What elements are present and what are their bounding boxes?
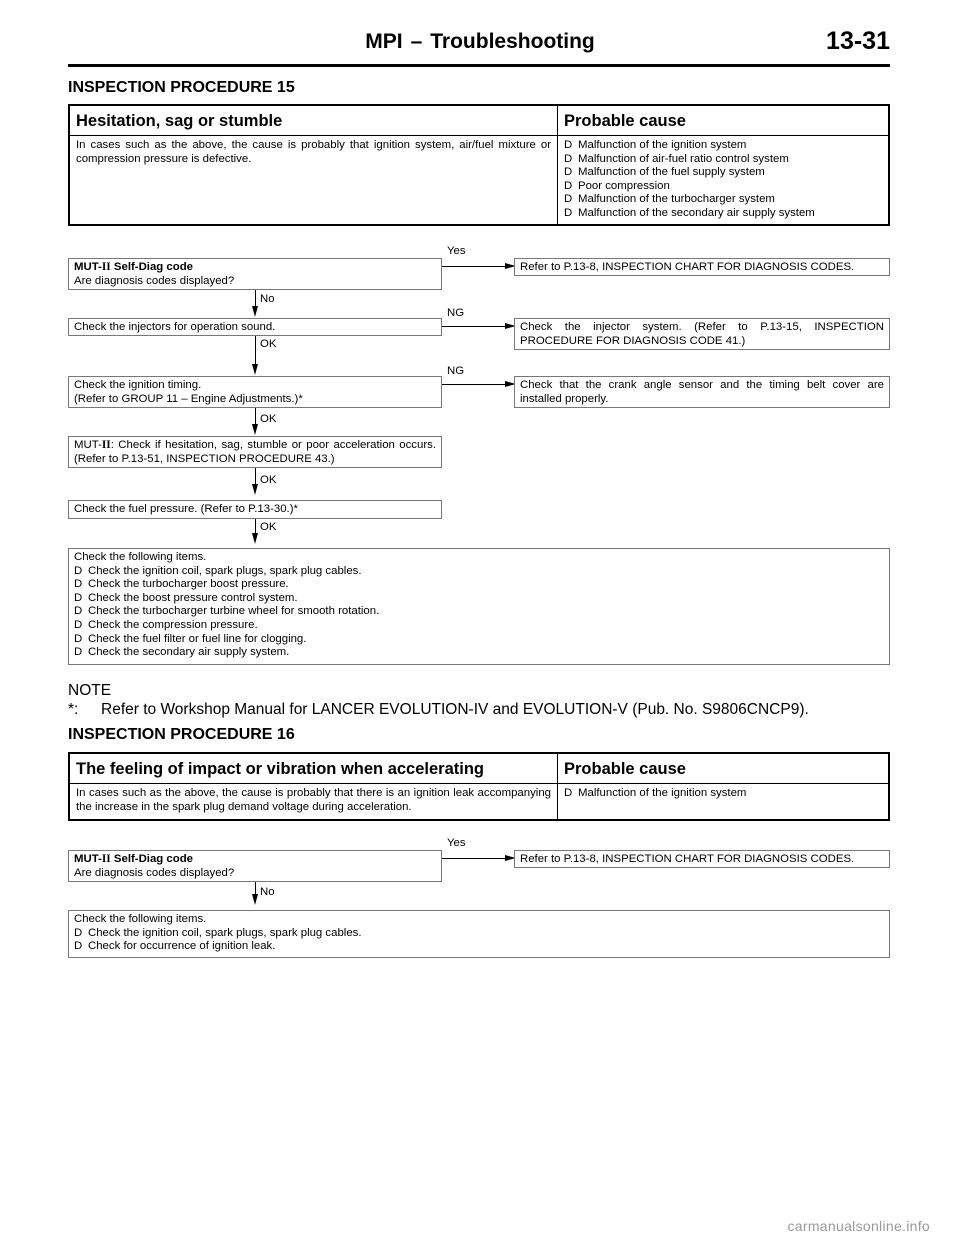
ignition-timing-box xyxy=(68,376,442,408)
final-checks-list xyxy=(74,927,884,954)
final-checks-list xyxy=(74,565,884,660)
arrow-down-icon xyxy=(252,424,258,435)
mut-roman: II xyxy=(101,439,111,451)
list-item: D Check the fuel filter or fuel line for clogging. xyxy=(74,633,884,647)
injector-ng-action-box: Check the injector system. (Refer to P.13-15, INSPECTION PROCEDURE FOR DIAGNOSIS CODE 41.) xyxy=(514,318,890,350)
self-diag-question: Are diagnosis codes displayed? xyxy=(74,274,235,287)
list-item: D Check the secondary air supply system. xyxy=(74,646,884,660)
arrow-down-icon xyxy=(252,364,258,375)
list-item: D Malfunction of the fuel supply system xyxy=(564,166,882,180)
list-item: D Malfunction of the ignition system xyxy=(564,139,882,153)
flow-connector xyxy=(442,266,507,267)
list-item: D Malfunction of the ignition system xyxy=(564,787,882,801)
arrow-down-icon xyxy=(252,306,258,317)
no-label: No xyxy=(260,293,275,305)
arrow-down-icon xyxy=(252,894,258,905)
list-item: D Check the compression pressure. xyxy=(74,619,884,633)
note-block xyxy=(68,681,809,719)
flow-connector xyxy=(255,336,256,366)
page-number: 13-31 xyxy=(826,27,890,55)
arrow-down-icon xyxy=(252,484,258,495)
mut-prefix: MUT- xyxy=(74,439,102,451)
procedure-15-heading: INSPECTION PROCEDURE 15 xyxy=(68,79,295,96)
yes-action-box: Refer to P.13-8, INSPECTION CHART FOR DIAGNOSIS CODES. xyxy=(514,850,890,868)
ignition-timing-line2: (Refer to GROUP 11 – Engine Adjustments.)* xyxy=(74,392,303,405)
probable-cause-list xyxy=(564,787,882,801)
ok-label: OK xyxy=(260,413,277,425)
yes-action-box: Refer to P.13-8, INSPECTION CHART FOR DIAGNOSIS CODES. xyxy=(514,258,890,276)
page-header-title xyxy=(300,30,660,54)
header-title-left: MPI xyxy=(365,30,403,53)
ok-label: OK xyxy=(260,338,277,350)
list-item: D Malfunction of the secondary air supply system xyxy=(564,207,882,221)
final-checks-box xyxy=(68,910,890,958)
list-item: D Poor compression xyxy=(564,180,882,194)
no-label: No xyxy=(260,886,275,898)
mut-prefix: MUT- xyxy=(74,261,102,273)
probable-cause-list xyxy=(564,139,882,221)
mut-roman: II xyxy=(101,261,111,273)
list-item: D Check the boost pressure control system. xyxy=(74,592,884,606)
mut-prefix: MUT- xyxy=(74,853,102,865)
header-title-dash: – xyxy=(410,30,423,53)
ignition-timing-line1: Check the ignition timing. xyxy=(74,379,202,391)
probable-cause-list-cell xyxy=(558,136,890,225)
final-checks-intro: Check the following items. xyxy=(74,551,207,563)
injector-check-box: Check the injectors for operation sound. xyxy=(68,318,442,336)
self-diag-step-box xyxy=(68,258,442,290)
flow-connector xyxy=(442,858,507,859)
self-diag-question: Are diagnosis codes displayed? xyxy=(74,866,235,879)
procedure-15-cause-table xyxy=(68,104,890,226)
list-item: D Check the turbocharger turbine wheel for smooth rotation. xyxy=(74,605,884,619)
mut-hesitation-check-box xyxy=(68,436,442,468)
final-checks-intro: Check the following items. xyxy=(74,913,207,925)
list-item: D Malfunction of air-fuel ratio control system xyxy=(564,153,882,167)
ok-label: OK xyxy=(260,474,277,486)
header-rule xyxy=(68,64,890,67)
procedure-16-heading: INSPECTION PROCEDURE 16 xyxy=(68,726,295,743)
list-item: D Check for occurrence of ignition leak. xyxy=(74,940,884,954)
symptom-header: The feeling of impact or vibration when accelerating xyxy=(69,753,558,784)
yes-label: Yes xyxy=(447,837,466,849)
list-item: D Check the ignition coil, spark plugs, spark plug cables. xyxy=(74,565,884,579)
arrow-down-icon xyxy=(252,533,258,544)
list-item: D Malfunction of the turbocharger system xyxy=(564,193,882,207)
yes-label: Yes xyxy=(447,245,466,257)
symptom-description: In cases such as the above, the cause is probably that there is an ignition leak accompanying the increase in the spark plug demand voltage during acceleration. xyxy=(76,787,551,813)
watermark: carmanualsonline.info xyxy=(787,1218,930,1234)
self-diag-title: Self-Diag code xyxy=(110,261,194,273)
mut-hesitation-text: : Check if hesitation, sag, stumble or poor acceleration occurs. (Refer to P.13-51, INSPECTION PROCEDURE 43.) xyxy=(74,439,436,465)
note-text: Refer to Workshop Manual for LANCER EVOLUTION-IV and EVOLUTION-V (Pub. No. S9806CNCP9). xyxy=(101,701,809,718)
final-checks-box xyxy=(68,548,890,665)
ng-label: NG xyxy=(447,307,465,319)
probable-cause-header: Probable cause xyxy=(558,753,890,784)
list-item: D Check the turbocharger boost pressure. xyxy=(74,578,884,592)
self-diag-title: Self-Diag code xyxy=(110,853,194,865)
note-asterisk: *: xyxy=(68,701,79,718)
ng-label: NG xyxy=(447,365,465,377)
self-diag-step-box xyxy=(68,850,442,882)
symptom-description: In cases such as the above, the cause is probably that ignition system, air/fuel mixture or compression pressure is defective. xyxy=(76,139,551,165)
mut-roman: II xyxy=(101,853,111,865)
flow-connector xyxy=(442,384,507,385)
note-title: NOTE xyxy=(68,682,112,699)
ok-label: OK xyxy=(260,521,277,533)
flow-connector xyxy=(442,326,507,327)
ignition-ng-action-box: Check that the crank angle sensor and the timing belt cover are installed properly. xyxy=(514,376,890,408)
probable-cause-header: Probable cause xyxy=(558,105,890,136)
fuel-pressure-check-box: Check the fuel pressure. (Refer to P.13-30.)* xyxy=(68,500,442,519)
probable-cause-list-cell xyxy=(558,784,890,821)
symptom-header: Hesitation, sag or stumble xyxy=(69,105,558,136)
header-title-right: Troubleshooting xyxy=(430,30,595,53)
procedure-16-cause-table xyxy=(68,752,890,821)
list-item: D Check the ignition coil, spark plugs, spark plug cables. xyxy=(74,927,884,941)
